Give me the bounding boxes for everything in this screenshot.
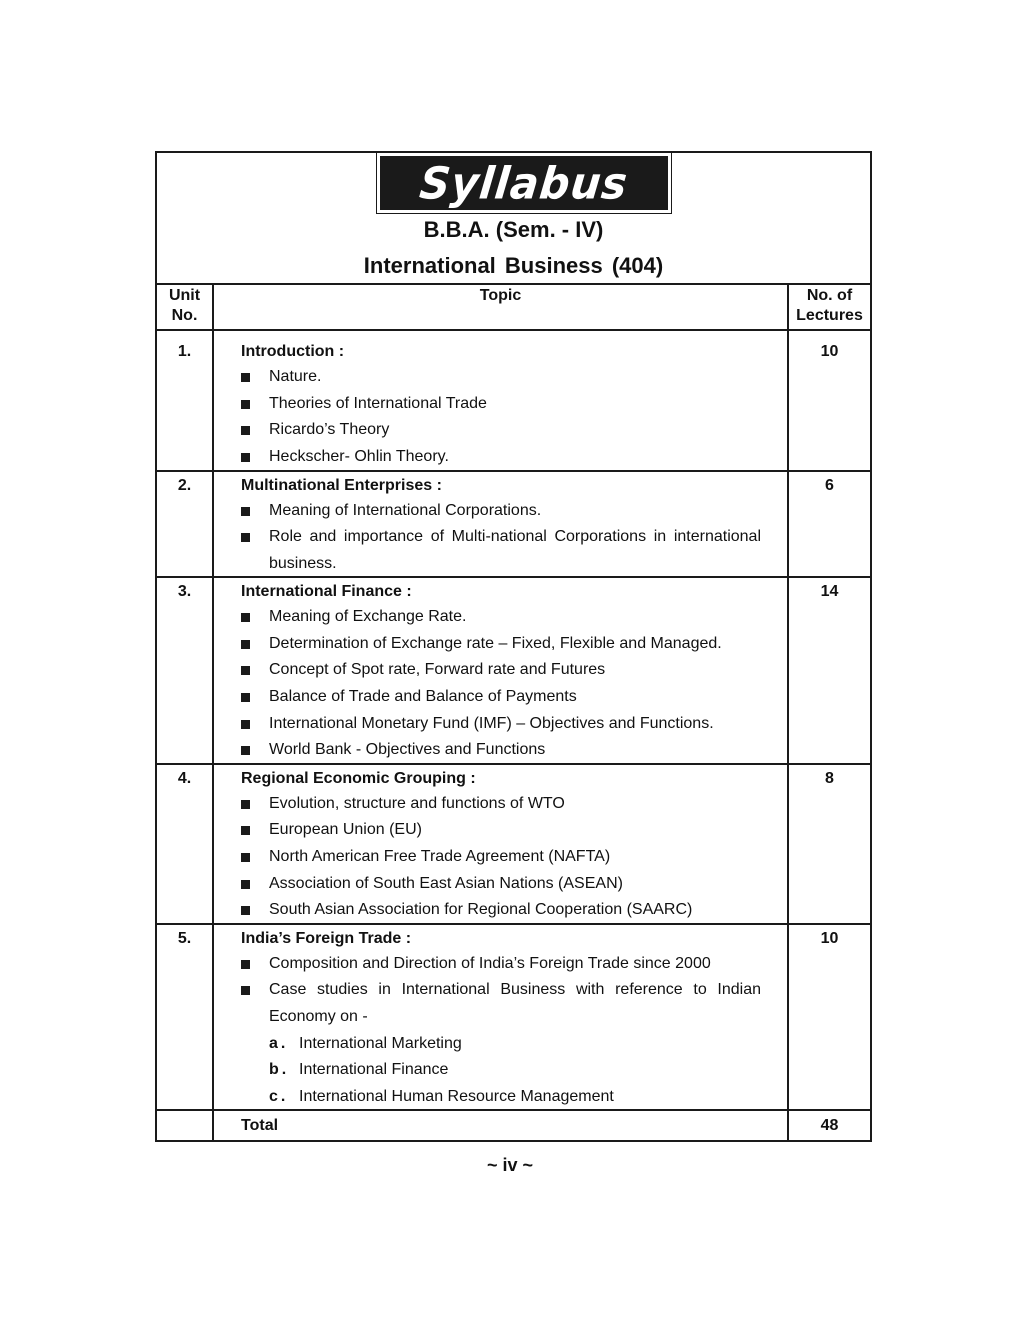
unit-title: Regional Economic Grouping : [241,770,476,787]
bullet-square-icon [241,800,250,809]
column-divider-lectures [787,283,789,1140]
semester-title: B.B.A. (Sem. - IV) [423,217,604,242]
bullet-square-icon [241,373,250,382]
unit-lectures: 14 [820,583,839,600]
bullet-square-icon [241,906,250,915]
bullet-square-icon [241,453,250,462]
unit-title: India’s Foreign Trade : [241,930,412,947]
bullet-square-icon [241,880,250,889]
syllabus-header [157,153,870,285]
bullet-square-icon [241,507,250,516]
bullet-square-icon [241,666,250,675]
syllabus-logo [376,153,672,214]
bullet-square-icon [241,613,250,622]
bullet-square-icon [241,400,250,409]
unit-lectures: 8 [825,770,834,787]
bullet-square-icon [241,426,250,435]
syllabus-logo-text: Syllabus [417,157,631,209]
bullet-square-icon [241,533,250,542]
unit-number: 1. [177,343,192,360]
unit-number: 4. [177,770,192,787]
column-header-topic: Topic [479,287,522,304]
syllabus-table: Syllabus B.B.A. (Sem. - IV) International Business (404) Unit No. Topic No. of Lectures 1. Introduction : 10 Nature. Theories of International Trade Ricardo’s Theory Heckscher- Ohlin Theory. 2. Multinational Enterprises : 6 Meaning of International Corporations. Role and importance of Multi-national Corporations in international business. 3. International Finance : 14 Meaning of Exchange Rate. Determination of Exchange rate – Fixed, Flexible and Managed. Concept of Spot rate, Forward rate and Futures Balance of Trade and Balance of Payments International Monetary Fund (IMF) – Objectives and Functions. World Bank - Objectives and Functions 4. Regional Economic Grouping : 8 Evolution, structure and functions of WTO European Union (EU) North American Free Trade Agreement (NAFTA) Association of South East Asian Nations (ASEAN) South Asian Association for Regional Cooperation (SAARC) 5. India’s Foreign Trade : 10 Composition and Direction of India’s Foreign Trade since 2000 Case studies in International Business with reference to Indian Economy on - a. International Marketing b. International Finance c. International Human Resource Management Total 48 [155,151,872,1142]
total-value: 48 [820,1117,839,1134]
subject-title: International Business (404) [363,253,664,278]
bullet-square-icon [241,986,250,995]
unit-number: 2. [177,477,192,494]
unit-title: International Finance : [241,583,412,600]
unit-lectures: 6 [825,477,834,494]
unit-title: Multinational Enterprises : [241,477,442,494]
row-divider [157,329,870,331]
unit-lectures: 10 [820,930,839,947]
column-divider-unit [212,283,214,1140]
column-header-lectures: No. of Lectures [796,287,863,324]
page-number: ~ iv ~ [486,1155,534,1175]
total-label: Total [241,1117,279,1134]
bullet-square-icon [241,853,250,862]
unit-number: 5. [177,930,192,947]
unit-number: 3. [177,583,192,600]
unit-title: Introduction : [241,343,345,360]
bullet-square-icon [241,746,250,755]
bullet-square-icon [241,693,250,702]
bullet-square-icon [241,640,250,649]
unit-lectures: 10 [820,343,839,360]
bullet-square-icon [241,720,250,729]
column-header-unit: Unit No. [168,287,201,324]
bullet-square-icon [241,960,250,969]
bullet-square-icon [241,826,250,835]
